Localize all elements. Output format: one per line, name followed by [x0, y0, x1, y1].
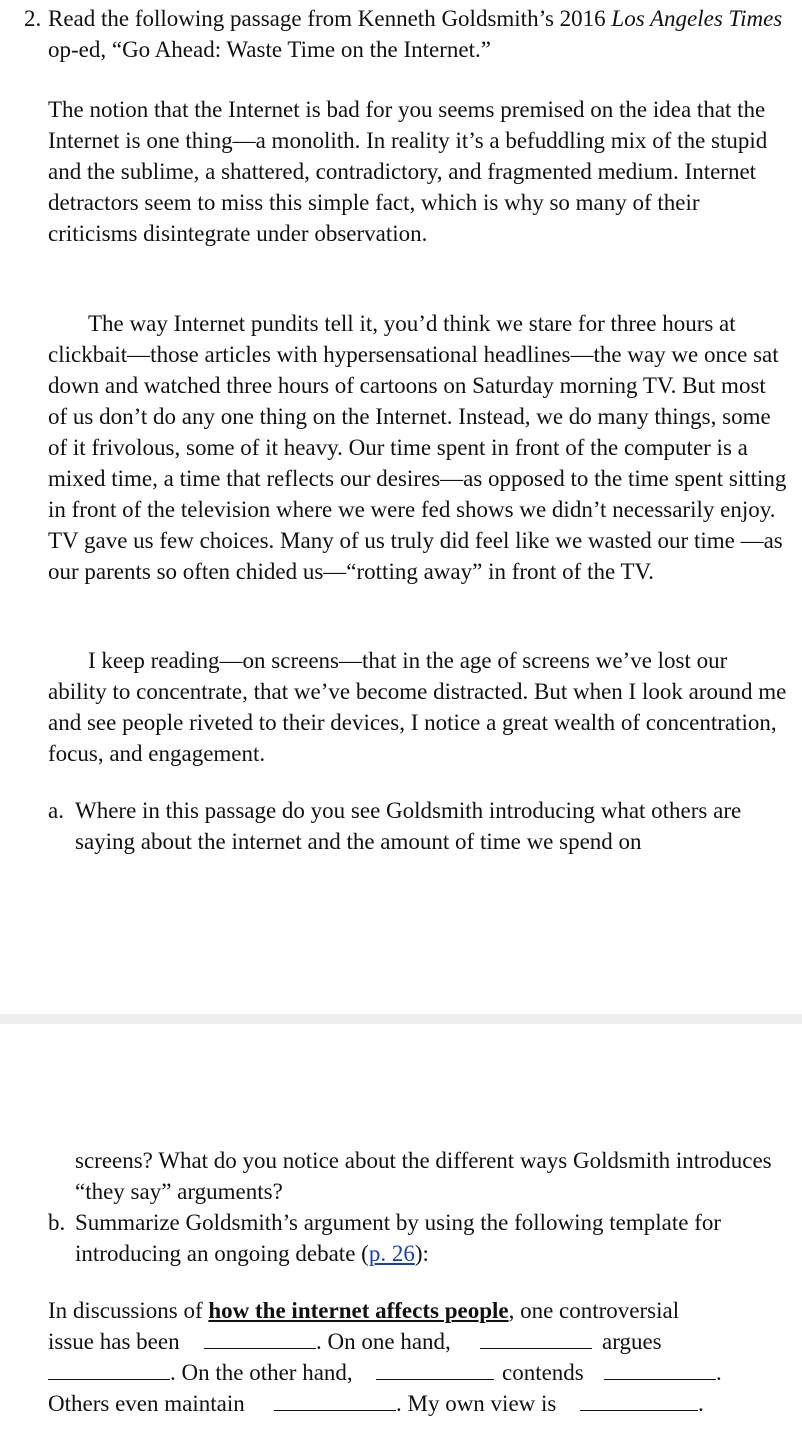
passage-paragraph-3: I keep reading—on screens—that in the age of screens we’ve lost our ability to concentrate, that we’ve become distracted. But when I look around me and see people riveted to their devices, I notice a great wealth of concentration, focus, and engagement.: [48, 648, 787, 766]
blank-field[interactable]: [48, 1357, 170, 1380]
blank-field[interactable]: [376, 1357, 494, 1380]
blank-field[interactable]: [204, 1326, 316, 1349]
template-topic: how the internet affects people: [208, 1298, 509, 1323]
passage-paragraph-2: The way Internet pundits tell it, you’d think we stare for three hours at clickbait—those articles with hypersensational headlines—the way we once sat down and watched three hours of cartoons on Saturday morning TV. But most of us don’t do any one thing on the Internet. Instead, we do many things, some of it frivolous, some of it heavy. Our time spent in front of the computer is a mixed time, a time that reflects our desires—as opposed to the time spent sitting in front of the television where we were fed shows we didn’t necessarily enjoy. TV gave us few choices. Many of us truly did feel like we wasted our time —as our parents so often chided us—“rotting away” in front of the TV.: [48, 311, 787, 584]
sub-question-a: [48, 795, 790, 857]
debate-template: [48, 1295, 798, 1419]
template-line-1: In discussions of how the internet affects people, one controversial: [48, 1298, 680, 1323]
sub-question-b: [48, 1207, 790, 1269]
sub-question-letter: a.: [48, 798, 64, 823]
blank-field[interactable]: [580, 1388, 698, 1411]
question-text: Read the following passage from Kenneth Goldsmith’s 2016 Los Angeles Times op-ed, “Go Ahead: Waste Time on the Internet.”: [48, 6, 783, 62]
blank-field[interactable]: [274, 1388, 396, 1411]
sub-question-letter: b.: [48, 1210, 66, 1235]
sub-question-a-continued: [48, 1145, 790, 1207]
sub-question-a-text-cont: screens? What do you notice about the different ways Goldsmith introduces “they say” arguments?: [75, 1148, 772, 1204]
page-reference-link[interactable]: p. 26: [368, 1241, 415, 1266]
question-number: 2.: [24, 6, 42, 31]
sub-question-b-text: Summarize Goldsmith’s argument by using the following template for introducing an ongoing debate (p. 26):: [75, 1210, 722, 1266]
publication-title: Los Angeles Times: [611, 6, 783, 31]
blank-field[interactable]: [604, 1357, 716, 1380]
sub-question-a-text: Where in this passage do you see Goldsmith introducing what others are saying about the internet and the amount of time we spend on: [75, 798, 742, 854]
passage-paragraph-1: The notion that the Internet is bad for you seems premised on the idea that the Internet is one thing—a monolith. In reality it’s a befuddling mix of the stupid and the sublime, a shattered, contradictory, and fragmented medium. Internet detractors seem to miss this simple fact, which is why so many of their criticisms disintegrate under observation.: [48, 97, 768, 246]
page-break: [0, 1014, 802, 1024]
question-prompt: [24, 3, 784, 65]
template-line-4: Others even maintain . My own view is .: [48, 1388, 798, 1419]
blank-field[interactable]: [480, 1326, 592, 1349]
template-line-2: issue has been . On one hand, argues: [48, 1326, 798, 1357]
template-line-3: . On the other hand, contends .: [48, 1357, 798, 1388]
